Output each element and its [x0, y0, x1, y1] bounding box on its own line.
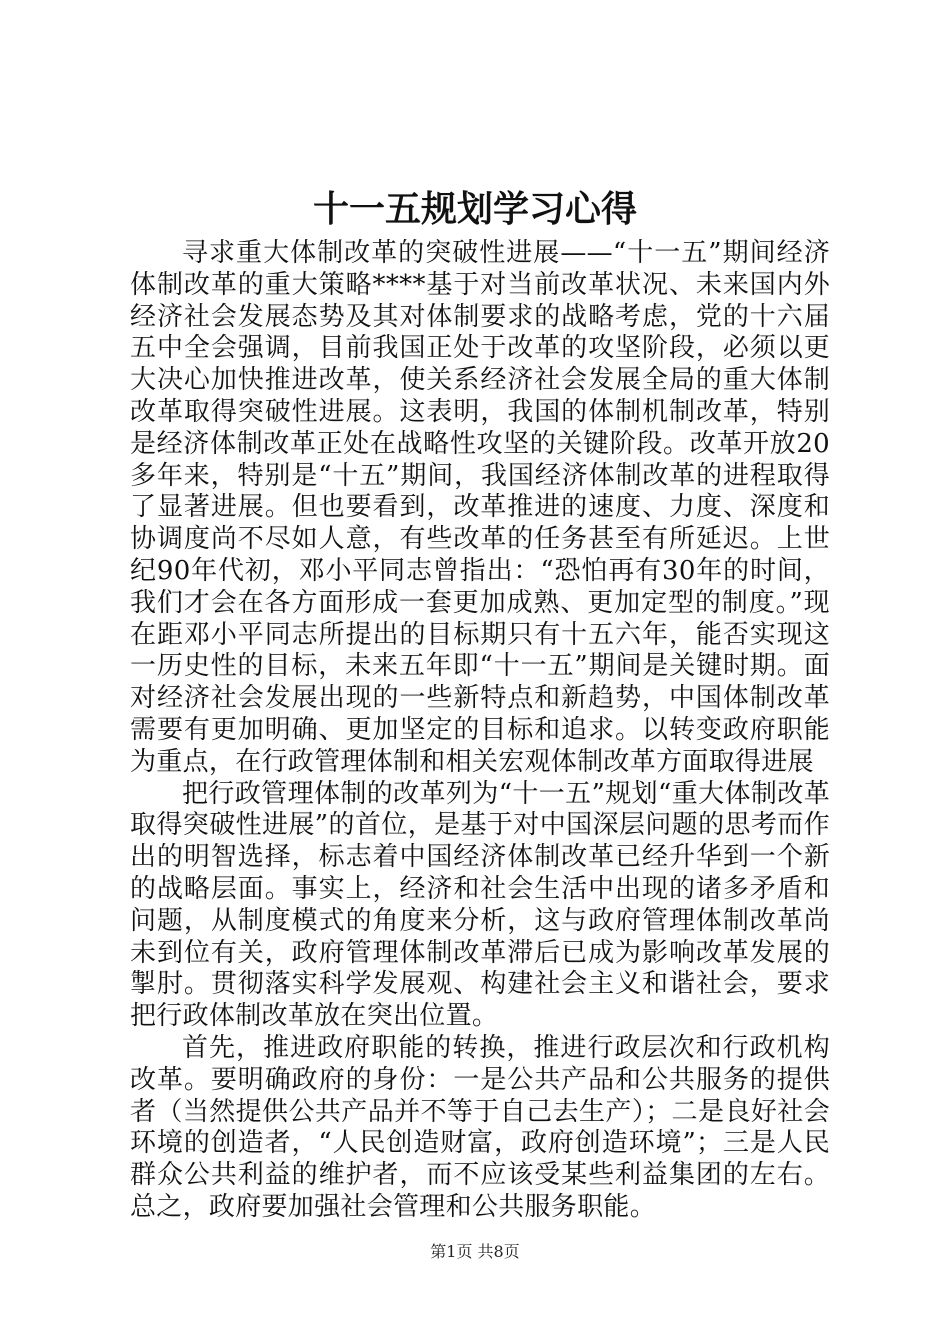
paragraph-1: 寻求重大体制改革的突破性进展——“十一五”期间经济体制改革的重大策略****基于对当前改革状况、未来国内外经济社会发展态势及其对体制要求的战略考虑，党的十六届五中全会强调，目前我国正处于改革的攻坚阶段，必须以更大决心加快推进改革，使关系经济社会发展全局的重大体制改革取得突破性进展。这表明，我国的体制机制改革，特别是经济体制改革正处在战略性攻坚的关键阶段。改革开放20多年来，特别是“十五”期间，我国经济体制改革的进程取得了显著进展。但也要看到，改革推进的速度、力度、深度和协调度尚不尽如人意，有些改革的任务甚至有所延迟。上世纪90年代初，邓小平同志曾指出：“恐怕再有30年的时间，我们才会在各方面形成一套更加成熟、更加定型的制度。”现在距邓小平同志所提出的目标期只有十五六年，能否实现这一历史性的目标，未来五年即“十一五”期间是关键时期。面对经济社会发展出现的一些新特点和新趋势，中国体制改革需要有更加明确、更加坚定的目标和追求。以转变政府职能为重点，在行政管理体制和相关宏观体制改革方面取得进展: [130, 238, 830, 777]
document-body: [130, 238, 830, 1224]
paragraph-3: 首先，推进政府职能的转换，推进行政层次和行政机构改革。要明确政府的身份：一是公共产品和公共服务的提供者（当然提供公共产品并不等于自己去生产）；二是良好社会环境的创造者，“人民创造财富，政府创造环境”；三是人民群众公共利益的维护者，而不应该受某些利益集团的左右。总之，政府要加强社会管理和公共服务职能。: [130, 1032, 830, 1222]
document-title: 十一五规划学习心得: [312, 188, 637, 230]
page-number-footer: 第1页 共8页: [430, 1242, 520, 1261]
paragraph-2: 把行政管理体制的改革列为“十一五”规划“重大体制改革取得突破性进展”的首位，是基于对中国深层问题的思考而作出的明智选择，标志着中国经济体制改革已经升华到一个新的战略层面。事实上，经济和社会生活中出现的诸多矛盾和问题，从制度模式的角度来分析，这与政府管理体制改革尚未到位有关，政府管理体制改革滞后已成为影响改革发展的掣肘。贯彻落实科学发展观、构建社会主义和谐社会，要求把行政体制改革放在突出位置。: [130, 778, 830, 1032]
